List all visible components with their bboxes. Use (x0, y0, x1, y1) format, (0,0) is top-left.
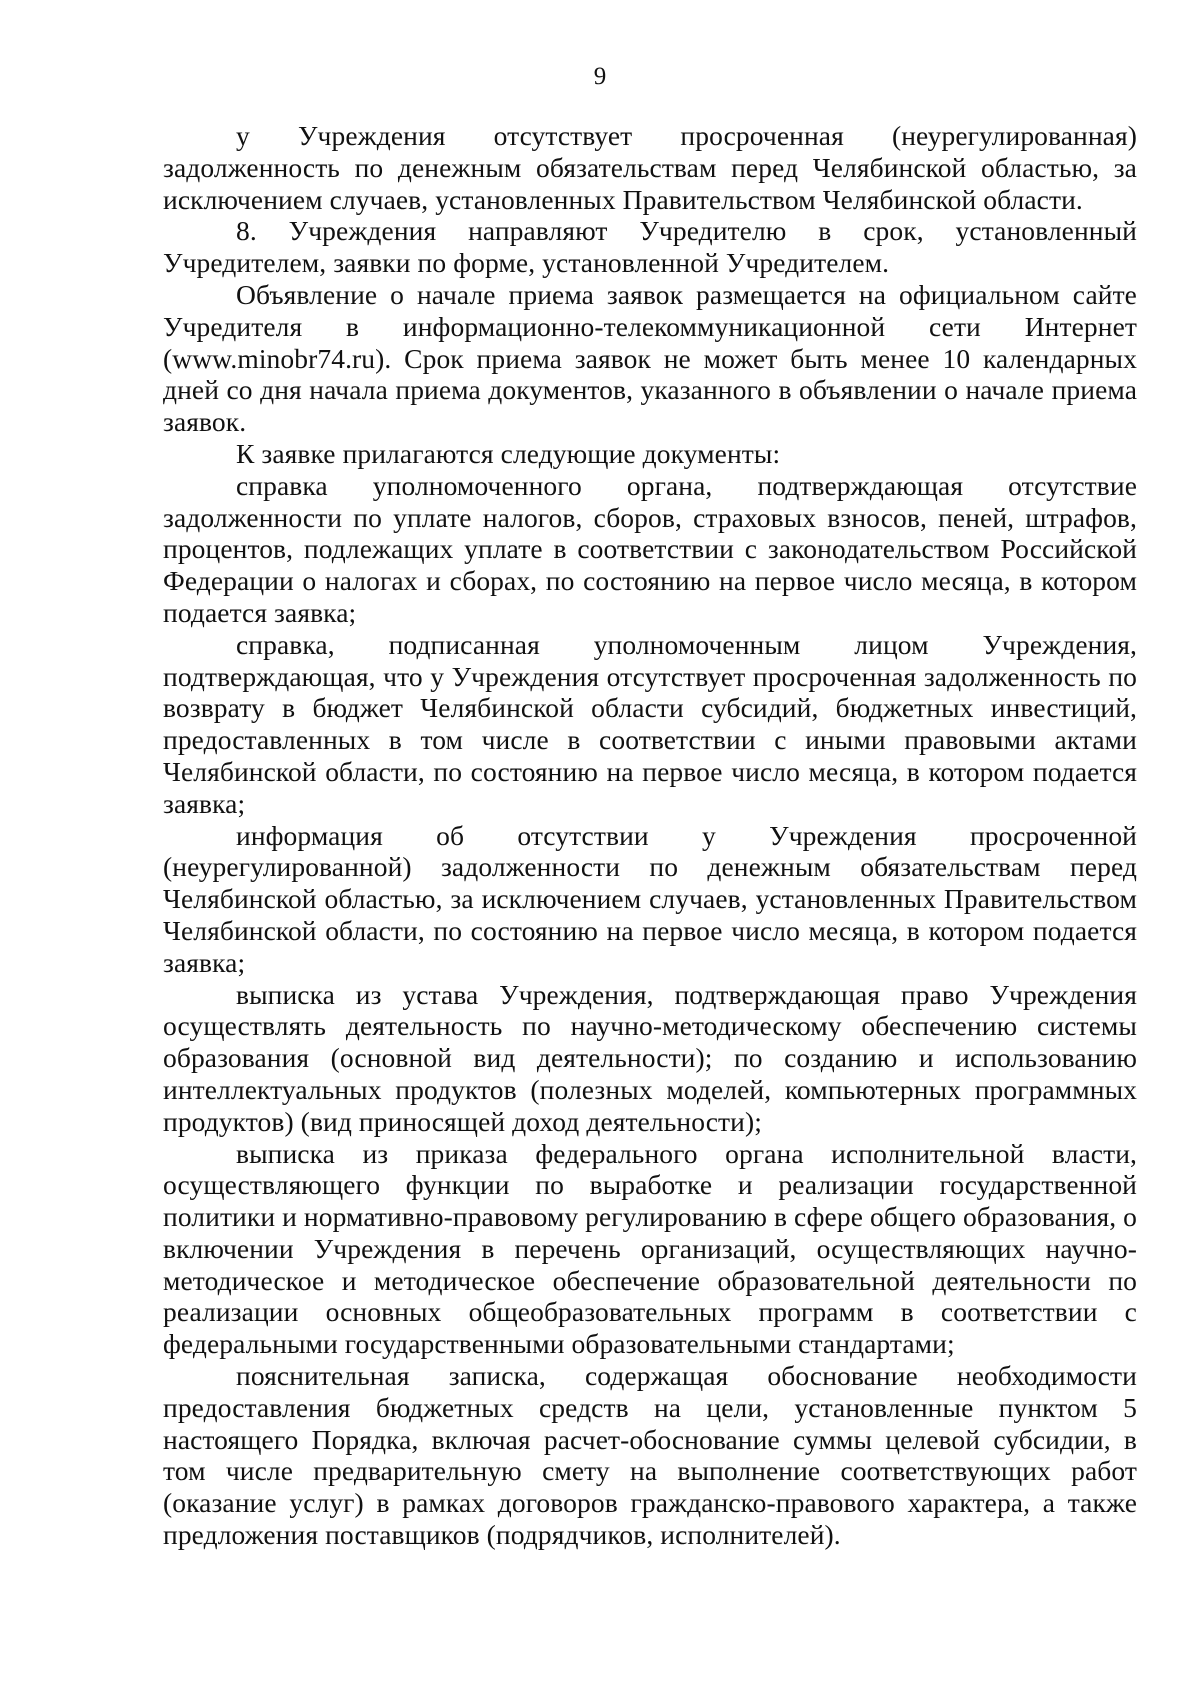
paragraph-announcement: Объявление о начале приема заявок размещается на официальном сайте Учредителя в информационно-телекоммуникационной сети Интернет (www.minobr74.ru). Срок приема заявок не может быть менее 10 календарных дней со дня начала приема документов, указанного в объявлении о начале приема заявок. (163, 278, 1137, 438)
paragraph-charter-extract: выписка из устава Учреждения, подтверждающая право Учреждения осуществлять деятельность по научно-методическому обеспечению системы образования (основной вид деятельности); по созданию и использованию интеллектуальных продуктов (полезных моделей, компьютерных программных продуктов) (вид приносящей доход деятельности); (163, 978, 1137, 1137)
paragraph-documents-intro: К заявке прилагаются следующие документы: (236, 437, 781, 469)
paragraph-debt-information: информация об отсутствии у Учреждения просроченной (неурегулированной) задолженности по денежным обязательствам перед Челябинской областью, за исключением случаев, установленных Правительством Челябинской области, по состоянию на первое число месяца, в котором подается заявка; (163, 819, 1137, 978)
paragraph-order-extract: выписка из приказа федерального органа исполнительной власти, осуществляющего функции по выработке и реализации государственной политики и нормативно-правовому регулированию в сфере общего образования, о включении Учреждения в перечень организаций, осуществляющих научно-методическое и методическое обеспечение образовательной деятельности по реализации основных общеобразовательных программ в соответствии с федеральными государственными образовательными стандартами; (163, 1137, 1138, 1360)
paragraph-tax-certificate: справка уполномоченного органа, подтверждающая отсутствие задолженности по уплате налогов, сборов, страховых взносов, пеней, штрафов, процентов, подлежащих уплате в соответствии с законодательством Российской Федерации о налогах и сборах, по состоянию на первое число месяца, в котором подается заявка; (163, 469, 1137, 628)
paragraph-item-8-applications: 8. Учреждения направляют Учредителю в срок, установленный Учредителем, заявки по форме, установленной Учредителем. (163, 215, 1137, 279)
paragraph-budget-certificate: справка, подписанная уполномоченным лицом Учреждения, подтверждающая, что у Учреждения отсутствует просроченная задолженность по возврату в бюджет Челябинской области субсидий, бюджетных инвестиций, предоставленных в том числе в соответствии с иными правовыми актами Челябинской области, по состоянию на первое число месяца, в котором подается заявка; (163, 628, 1137, 819)
paragraph-explanatory-note: пояснительная записка, содержащая обоснование необходимости предоставления бюджетных средств на цели, установленные пунктом 5 настоящего Порядка, включая расчет-обоснование суммы целевой субсидии, в том числе предварительную смету на выполнение соответствующих работ (оказание услуг) в рамках договоров гражданско-правового характера, а также предложения поставщиков (подрядчиков, исполнителей). (163, 1360, 1137, 1551)
paragraph-no-debt-condition: у Учреждения отсутствует просроченная (неурегулированная) задолженность по денежным обязательствам перед Челябинской областью, за исключением случаев, установленных Правительством Челябинской области. (163, 120, 1137, 215)
document-body (163, 120, 1137, 1551)
page-number: 9 (593, 63, 607, 90)
